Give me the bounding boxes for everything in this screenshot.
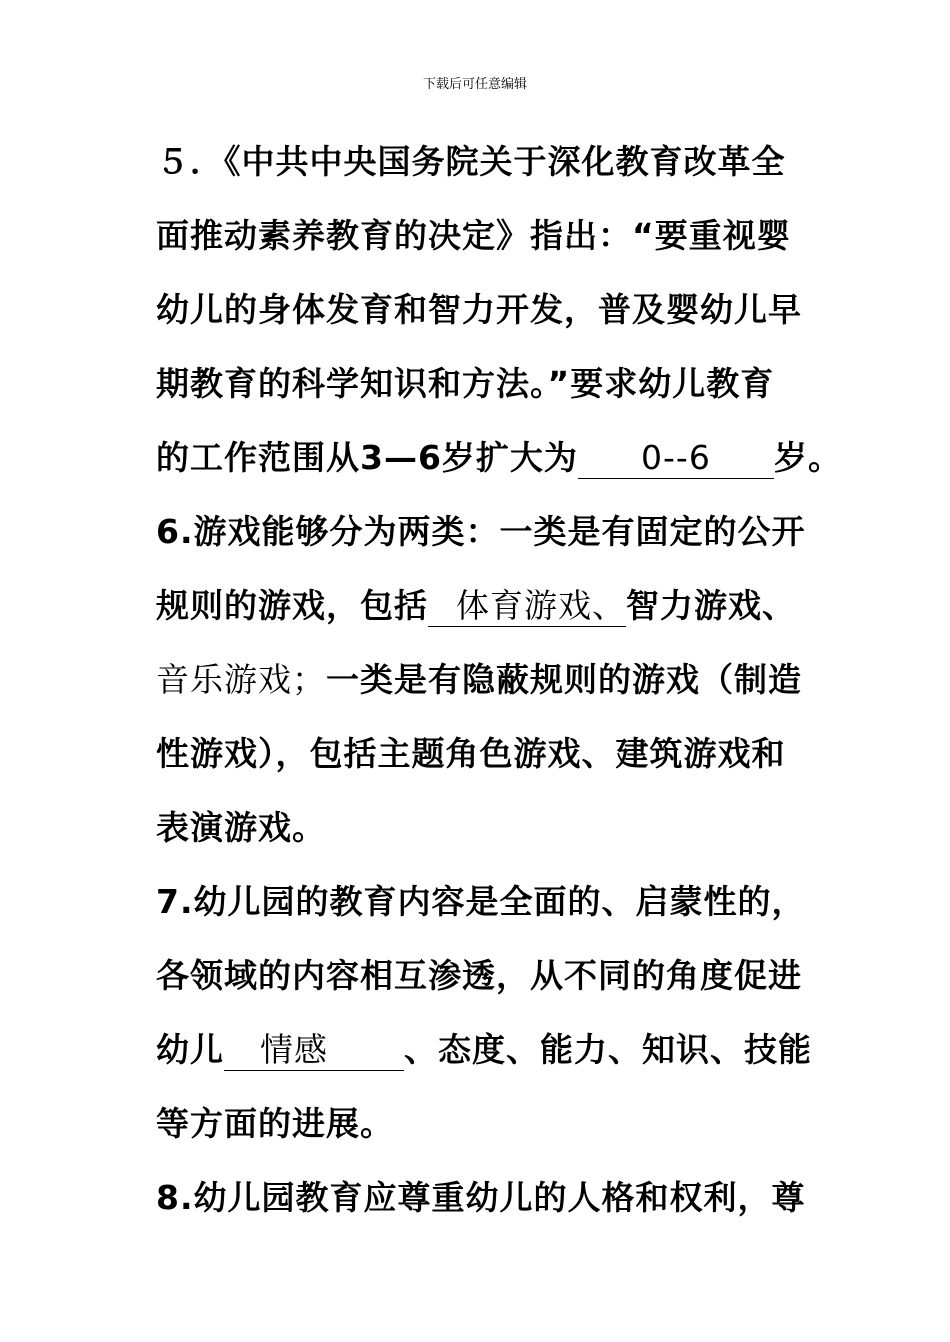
line-text: 音乐游戏； xyxy=(156,660,326,699)
line-text: 岁。 xyxy=(773,438,842,477)
text-line xyxy=(156,650,802,710)
line-text: 智力游戏、 xyxy=(626,586,796,625)
fill-blank xyxy=(428,586,626,627)
text-line: 7.幼儿园的教育内容是全面的、启蒙性的， xyxy=(156,882,806,921)
text-line: 表演游戏。 xyxy=(156,808,326,847)
line-text: 幼儿 xyxy=(156,1030,224,1069)
line-text: 规则的游戏，包括 xyxy=(156,586,428,625)
blank-answer: 0--6 xyxy=(641,438,711,477)
text-line: 幼儿的身体发育和智力开发，普及婴幼儿早 xyxy=(156,290,802,329)
text-line xyxy=(156,576,796,636)
line-text: 一类是有隐蔽规则的游戏（制造 xyxy=(326,660,802,699)
blank-answer: 情感 xyxy=(260,1030,328,1069)
text-line: 6.游戏能够分为两类：一类是有固定的公开 xyxy=(156,512,806,551)
text-line: 等方面的进展。 xyxy=(156,1104,394,1143)
text-line: 面推动素养教育的决定》指出：“要重视婴 xyxy=(156,216,791,255)
text-line: 8.幼儿园教育应尊重幼儿的人格和权利，尊 xyxy=(156,1178,806,1217)
text-line: 各领域的内容相互渗透，从不同的角度促进 xyxy=(156,956,802,995)
fill-blank xyxy=(578,438,774,479)
text-line xyxy=(156,1020,812,1080)
line-text: 的工作范围从3—6岁扩大为 xyxy=(156,438,578,477)
fill-blank xyxy=(224,1030,404,1071)
page-header: 下载后可任意编辑 xyxy=(422,77,527,92)
line-text: 、态度、能力、知识、技能 xyxy=(404,1030,812,1069)
blank-answer: 体育游戏、 xyxy=(456,586,626,625)
text-line: 期教育的科学知识和方法。”要求幼儿教育 xyxy=(156,364,775,403)
text-line: 性游戏），包括主题角色游戏、建筑游戏和 xyxy=(156,734,786,773)
text-line: ５．《中共中央国务院关于深化教育改革全 xyxy=(156,142,786,181)
text-line xyxy=(156,428,842,488)
